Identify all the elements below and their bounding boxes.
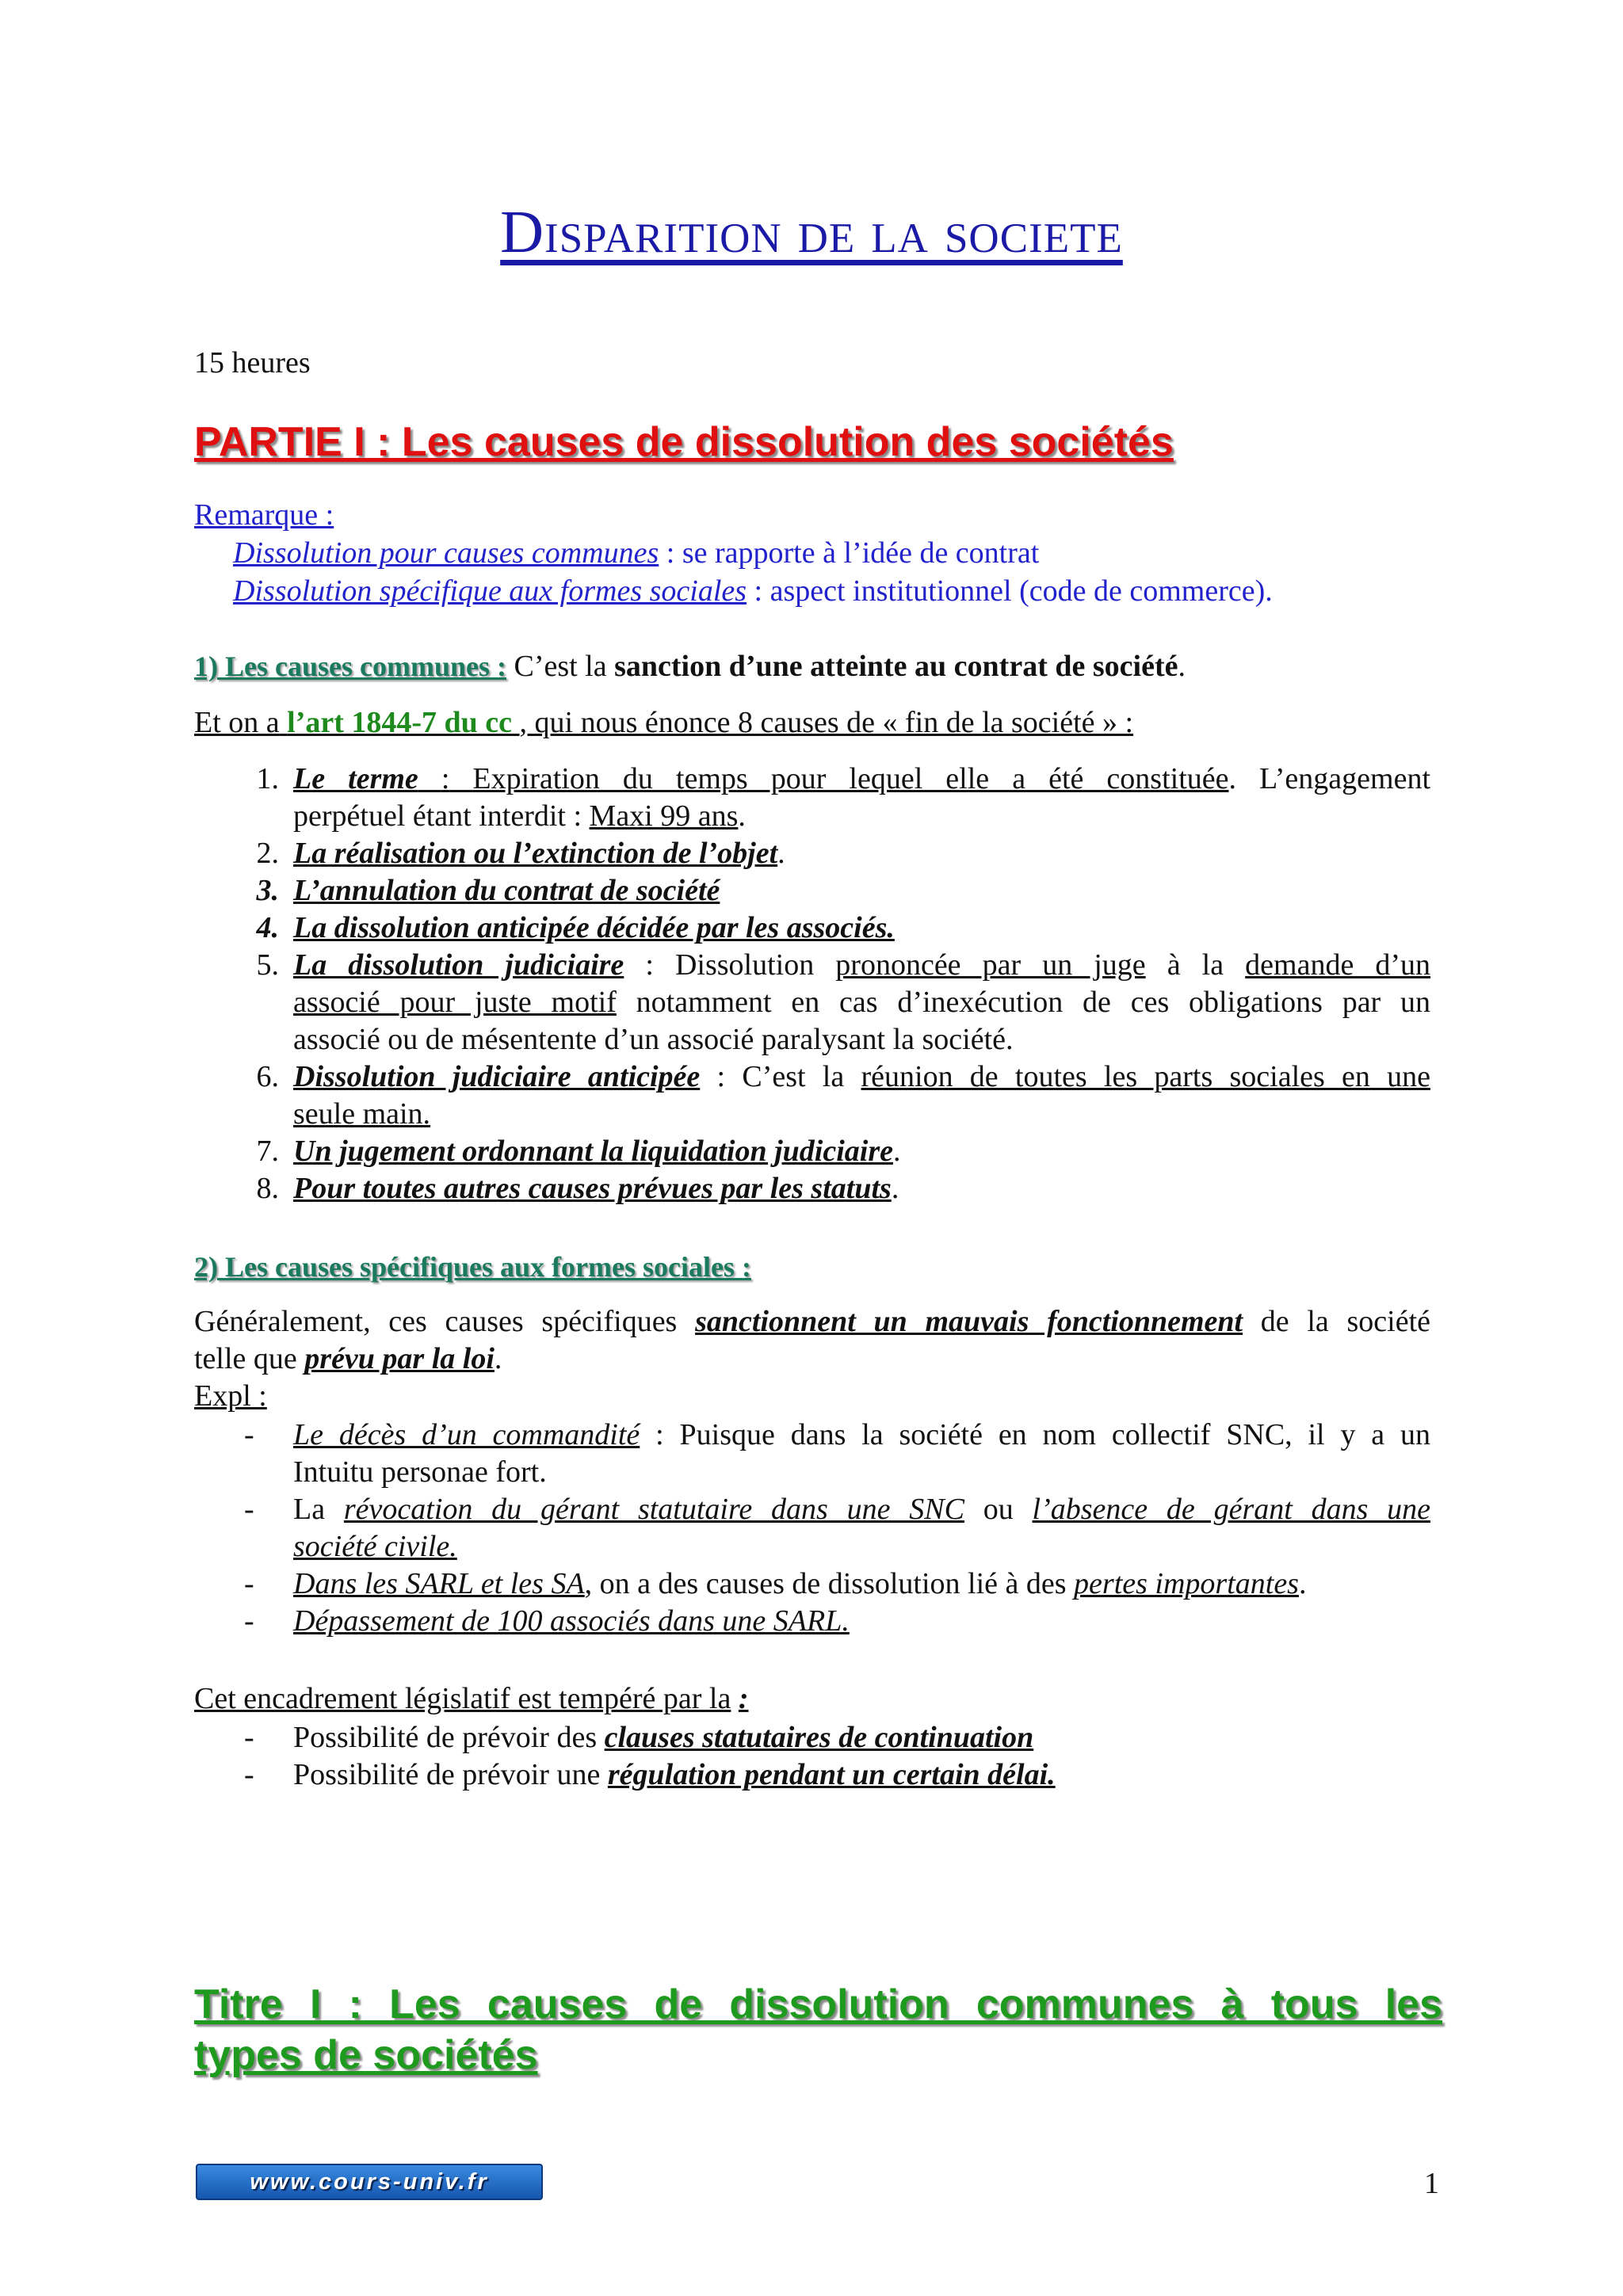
- examples-list: [230, 1417, 1430, 1640]
- list-item: - La révocation du gérant statutaire dans une SNC ou l’absence de gérant dans une société civile.: [244, 1493, 1431, 1563]
- page-title: Disparition de la societe: [500, 199, 1123, 265]
- list-item: 4. La dissolution anticipée décidée par les associés.: [256, 911, 895, 944]
- remarque-line-1: Dissolution pour causes communes : se rapporte à l’idée de contrat: [233, 536, 1040, 570]
- list-item: 1. Le terme : Expiration du temps pour lequel elle a été constituée. L’engagement perpétuel étant interdit : Maxi 99 ans.: [256, 762, 1430, 833]
- list-item: - Possibilité de prévoir une régulation pendant un certain délai.: [244, 1758, 1056, 1791]
- remarque-label: Remarque :: [194, 498, 334, 532]
- partie-heading: PARTIE I : Les causes de dissolution des sociétés: [194, 419, 1174, 465]
- art-reference: l’art 1844-7 du cc: [287, 706, 513, 739]
- encadrement-line: Cet encadrement législatif est tempéré par la :: [194, 1682, 749, 1715]
- list-item: - Dans les SARL et les SA, on a des causes de dissolution lié à des pertes importantes.: [244, 1567, 1307, 1600]
- list-item: - Le décès d’un commandité : Puisque dans la société en nom collectif SNC, il y a un Intuitu personae fort.: [244, 1418, 1431, 1489]
- site-logo-link[interactable]: www.cours-univ.fr: [196, 2164, 543, 2200]
- list-item: 5. La dissolution judiciaire : Dissolution prononcée par un juge à la demande d’un associé pour juste motif notamment en cas d’inexécution de ces obligations par un associé ou de mésentente d’un associé paralysant la société.: [256, 948, 1431, 1056]
- remarque-line-2: Dissolution spécifique aux formes sociales : aspect institutionnel (code de commerce).: [233, 574, 1273, 608]
- section-1-line: 1) Les causes communes : C’est la sanction d’une atteinte au contrat de société.: [194, 650, 1186, 683]
- list-item: - Possibilité de prévoir des clauses statutaires de continuation: [244, 1721, 1034, 1754]
- list-item: 6. Dissolution judiciaire anticipée : C’est la réunion de toutes les parts sociales en une seule main.: [256, 1060, 1430, 1131]
- section-2-body: Généralement, ces causes spécifiques sanctionnent un mauvais fonctionnement de la société telle que prévu par la loi. Expl :: [194, 1305, 1430, 1413]
- art-line: Et on a l’art 1844-7 du cc , qui nous énonce 8 causes de « fin de la société » :: [194, 706, 1134, 739]
- list-item: 2. La réalisation ou l’extinction de l’objet.: [256, 837, 785, 870]
- list-item: - Dépassement de 100 associés dans une SARL.: [244, 1604, 850, 1638]
- section-1-heading: 1) Les causes communes :: [194, 650, 506, 682]
- page-number: 1: [1424, 2167, 1439, 2200]
- list-item: 8. Pour toutes autres causes prévues par les statuts.: [256, 1172, 899, 1205]
- remarque-link-2[interactable]: Dissolution spécifique aux formes sociales: [233, 574, 747, 608]
- duration-text: 15 heures: [194, 346, 311, 379]
- list-item: 3. L’annulation du contrat de société: [256, 874, 720, 907]
- titre-heading: Titre I : Les causes de dissolution communes à tous les types de sociétés: [194, 1981, 1442, 2078]
- encadrement-list: [230, 1719, 1430, 1794]
- remarque-link-1[interactable]: Dissolution pour causes communes: [233, 536, 659, 570]
- causes-list: [230, 761, 1430, 1207]
- list-item: 7. Un jugement ordonnant la liquidation judiciaire.: [256, 1135, 901, 1168]
- section-2-heading: 2) Les causes spécifiques aux formes sociales :: [194, 1251, 751, 1283]
